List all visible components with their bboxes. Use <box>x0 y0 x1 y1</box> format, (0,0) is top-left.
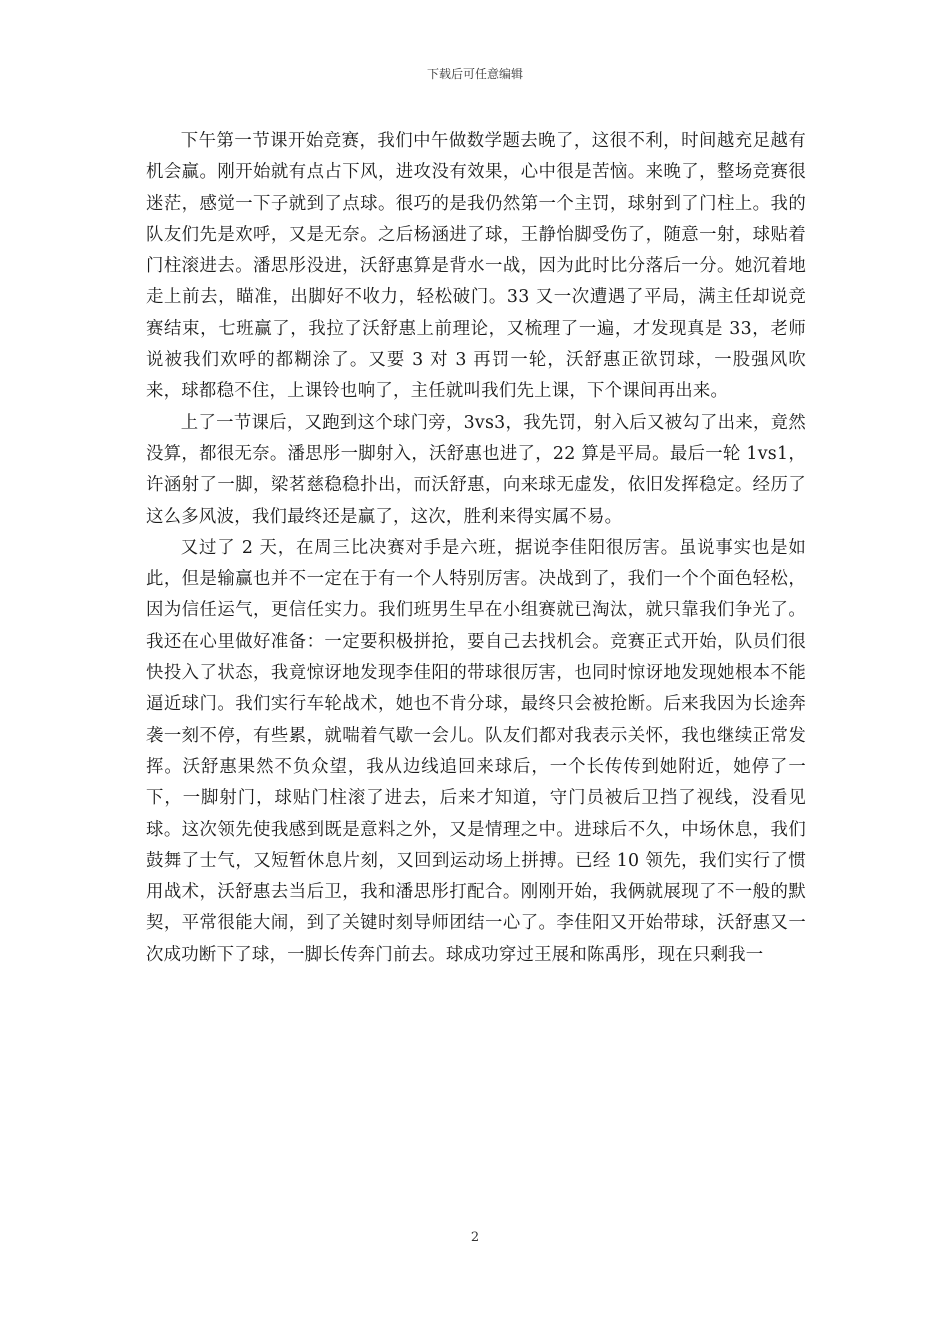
paragraph-3: 又过了 2 天，在周三比决赛对手是六班，据说李佳阳很厉害。虽说事实也是如此，但是输赢也并不一定在于有一个人特别厉害。决战到了，我们一个个面色轻松，因为信任运气，更信任实力。我们班男生早在小组赛就已淘汰，就只靠我们争光了。我还在心里做好准备：一定要积极拼抢，要自己去找机会。竞赛正式开始，队员们很快投入了状态，我竟惊讶地发现李佳阳的带球很厉害，也同时惊讶地发现她根本不能逼近球门。我们实行车轮战术，她也不肯分球，最终只会被抢断。后来我因为长途奔袭一刻不停，有些累，就喘着气歇一会儿。队友们都对我表示关怀，我也继续正常发挥。沃舒惠果然不负众望，我从边线追回来球后，一个长传传到她附近，她停了一下，一脚射门，球贴门柱滚了进去，后来才知道，守门员被后卫挡了视线，没看见球。这次领先使我感到既是意料之外，又是情理之中。进球后不久，中场休息，我们鼓舞了士气，又短暂休息片刻，又回到运动场上拼搏。已经 10 领先，我们实行了惯用战术，沃舒惠去当后卫，我和潘思彤打配合。刚刚开始，我俩就展现了不一般的默契，平常很能大闹，到了关键时刻导师团结一心了。李佳阳又开始带球，沃舒惠又一次成功断下了球，一脚长传奔门前去。球成功穿过王展和陈禹彤，现在只剩我一 <box>146 537 806 965</box>
page-header: 下载后可任意编辑 <box>426 67 523 81</box>
document-body <box>146 126 806 971</box>
paragraph-1: 下午第一节课开始竞赛，我们中午做数学题去晚了，这很不利，时间越充足越有机会赢。刚开始就有点占下风，进攻没有效果，心中很是苦恼。来晚了，整场竞赛很迷茫，感觉一下子就到了点球。很巧的是我仍然第一个主罚，球射到了门柱上。我的队友们先是欢呼，又是无奈。之后杨涵进了球，王静怡脚受伤了，随意一射，球贴着门柱滚进去。潘思彤没进，沃舒惠算是背水一战，因为此时比分落后一分。她沉着地走上前去，瞄准，出脚好不收力，轻松破门。33 又一次遭遇了平局，满主任却说竞赛结束，七班赢了，我拉了沃舒惠上前理论，又梳理了一遍，才发现真是 33，老师说被我们欢呼的都糊涂了。又要 3 对 3 再罚一轮，沃舒惠正欲罚球，一股强风吹来，球都稳不住，上课铃也响了，主任就叫我们先上课，下个课间再出来。 <box>146 131 806 402</box>
page-number: 2 <box>470 1230 480 1245</box>
paragraph-2: 上了一节课后，又跑到这个球门旁，3vs3，我先罚，射入后又被勾了出来，竟然没算，都很无奈。潘思彤一脚射入，沃舒惠也进了，22 算是平局。最后一轮 1vs1，许涵射了一脚，梁茗慈稳稳扑出，而沃舒惠，向来球无虚发，依旧发挥稳定。经历了这么多风波，我们最终还是赢了，这次，胜利来得实属不易。 <box>146 412 806 527</box>
